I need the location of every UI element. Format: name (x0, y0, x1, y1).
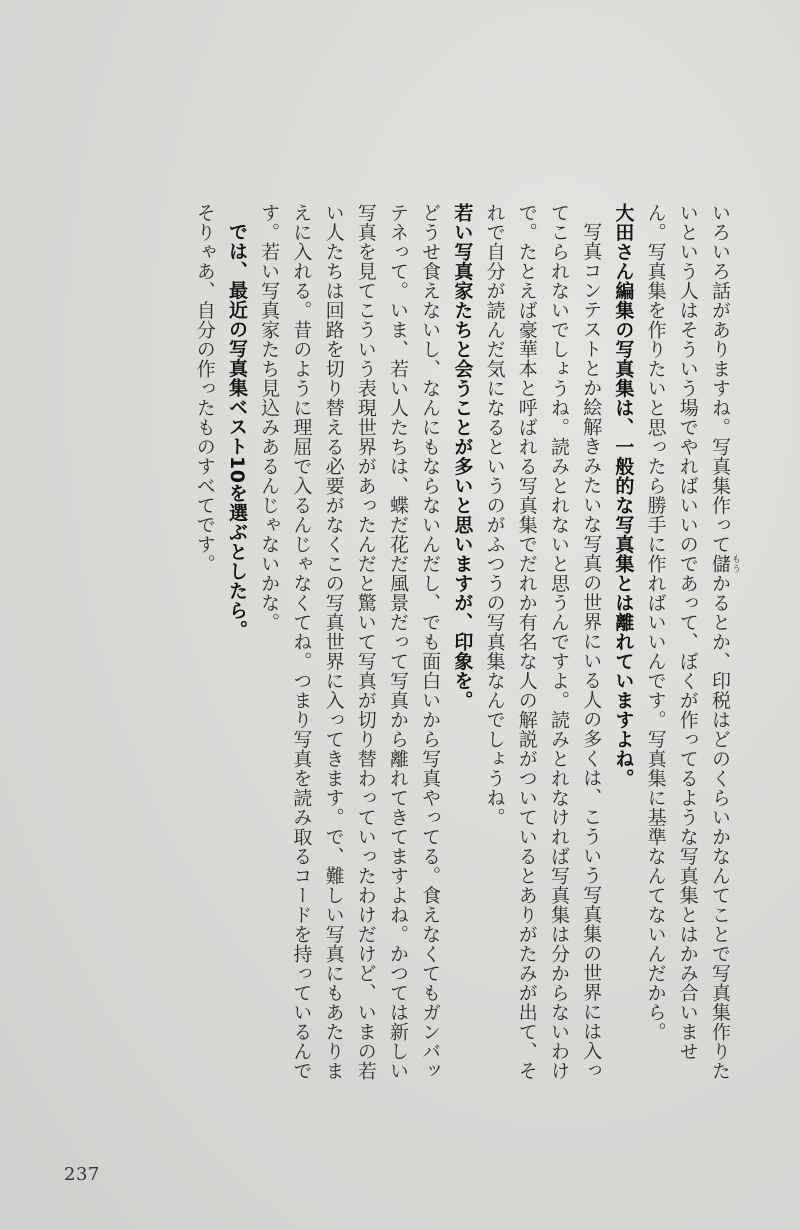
ruby-reading: もう (730, 554, 740, 574)
answer-paragraph: そりゃあ、自分の作ったものすべてです。 (193, 203, 216, 574)
question-paragraph: では、最近の写真集ベスト10を選ぶとしたら。 (225, 222, 248, 640)
answer-paragraph: どうせ食えないし、なんにもならないんだし、でも面白いから写真やってる。食えなくてもガンバッテネって。いま、若い人たちは、蝶だ花だ風景だって写真から離れてきてますよね。かつては新しい写真を見てこういう表現世界があったんだと驚いて写真が切り替わっていったわけだけど、いまの若い人たちは回路を切り替える必要がなくこの写真世界に入ってきます。で、難しい写真にもあたりまえに入れる。昔のように理屈で入るんじゃなくてね。つまり写真を読み取るコードを持っているんです。若い写真家たち見込みあるんじゃないかな。 (258, 203, 442, 1081)
question-paragraph: 大田さん編集の写真集は、一般的な写真集とは離れていますよね。 (612, 203, 635, 788)
answer-text-part1: いろいろ話がありますね。写真集作って (709, 203, 731, 554)
ruby-base: 儲 (709, 554, 731, 574)
page-number: 237 (64, 1164, 100, 1185)
answer-paragraph (639, 203, 740, 1083)
ruby-annotation (709, 554, 740, 574)
vertical-text-body (189, 203, 740, 1083)
answer-text-part2: かるとか、印税はどのくらいかなんてことで写真集作りたいという人はそういう場でやればいいのであって、ぼくが作ってるような写真集とはかみ合いません。写真集を作りたいと思ったら勝手に作ればいいんです。写真集に基準なんてないんだから。 (644, 203, 731, 1081)
question-paragraph: 若い写真家たちと会うことが多いと思いますが、印象を。 (451, 203, 474, 710)
answer-paragraph: 写真コンテストとか絵解きみたいな写真の世界にいる人の多くは、こういう写真集の世界には入ってこられないでしょうね。読みとれないと思うんですよ。読みとれなければ写真集は分からないわけで。たとえば豪華本と呼ばれる写真集でだれか有名な人の解説がついているとありがたみが出て、それで自分が読んだ気になるというのがふつうの写真集なんでしょうね。 (483, 203, 603, 1081)
